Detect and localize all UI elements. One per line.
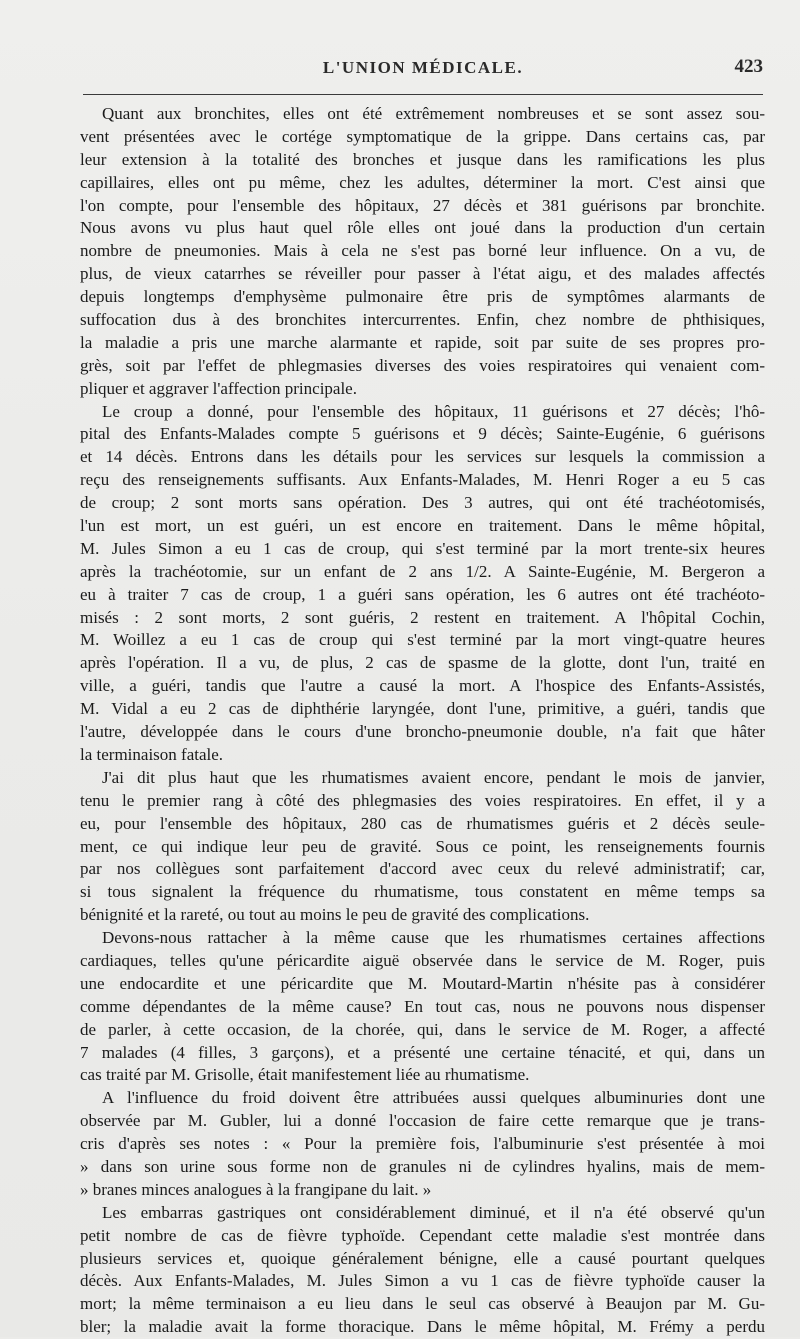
text-line: l'on compte, pour l'ensemble des hôpitaux, 27 décès et 381 guérisons par bronchite. — [80, 195, 765, 215]
text-line: » branes minces analogues à la frangipane du lait. » — [80, 1179, 432, 1199]
text-line: tenu le premier rang à côté des phlegmasies des voies respiratoires. En effet, il y a — [80, 790, 765, 810]
text-line: eu à traiter 7 cas de croup, 1 a guéri sans opération, les 6 autres ont été trachéoto- — [80, 584, 765, 604]
text-line: M. Woillez a eu 1 cas de croup qui s'est terminé par la mort vingt-quatre heures — [80, 630, 765, 650]
text-line: bler; la maladie avait la forme thoracique. Dans le même hôpital, M. Frémy a perdu — [80, 1317, 765, 1337]
body-text — [80, 103, 765, 1339]
page-header — [83, 52, 763, 86]
text-line: nombre de pneumonies. Mais à cela ne s'est pas borné leur influence. On a vu, de — [80, 241, 765, 261]
text-line: pital des Enfants-Malades compte 5 guérisons et 9 décès; Sainte-Eugénie, 6 guérisons — [80, 424, 765, 444]
text-line: bénignité et la rareté, ou tout au moins le peu de gravité des complications. — [80, 905, 590, 925]
text-line: leur extension à la totalité des bronches et jusque dans les ramifications les plus — [80, 149, 765, 169]
text-line: J'ai dit plus haut que les rhumatismes avaient encore, pendant le mois de janvier, — [102, 767, 765, 787]
text-line: eu, pour l'ensemble des hôpitaux, 280 cas de rhumatismes guéris et 2 décès seule- — [80, 813, 765, 833]
text-line: l'autre, développée dans le cours d'une broncho-pneumonie double, n'a fait que hâter — [80, 722, 765, 742]
text-line: A l'influence du froid doivent être attribuées aussi quelques albuminuries dont une — [102, 1088, 765, 1108]
text-line: vent présentées avec le cortége symptomatique de la grippe. Dans certains cas, par — [80, 126, 765, 146]
text-line: Devons-nous rattacher à la même cause que les rhumatismes certaines affections — [102, 928, 765, 948]
text-line: cardiaques, telles qu'une péricardite aiguë observée dans le service de M. Roger, puis — [80, 950, 765, 970]
text-line: 7 malades (4 filles, 3 garçons), et a présenté une certaine ténacité, et qui, dans un — [80, 1042, 765, 1062]
text-line: décès. Aux Enfants-Malades, M. Jules Simon a vu 1 cas de fièvre typhoïde causer la — [80, 1271, 765, 1291]
text-line: petit nombre de cas de fièvre typhoïde. Cependant cette maladie s'est montrée dans — [80, 1225, 765, 1245]
text-line: plus, de vieux catarrhes se réveiller pour passer à l'état aigu, et des malades affectés — [80, 264, 765, 284]
text-line: Quant aux bronchites, elles ont été extrêmement nombreuses et se sont assez sou- — [102, 104, 765, 123]
text-line: cris d'après ses notes : « Pour la première fois, l'albuminurie s'est présentée à moi — [80, 1134, 765, 1154]
text-line: de croup; 2 sont morts sans opération. Des 3 autres, qui ont été trachéotomisés, — [80, 493, 765, 513]
text-line: si tous signalent la fréquence du rhumatisme, tous constatent en même temps sa — [80, 882, 765, 902]
text-line: la maladie a pris une marche alarmante et rapide, soit par suite de ses propres pro- — [80, 332, 765, 352]
text-line: la terminaison fatale. — [80, 744, 224, 764]
running-title: L'UNION MÉDICALE. — [322, 58, 524, 77]
text-line: et 14 décès. Entrons dans les détails pour les services sur lesquels la commission a — [80, 447, 765, 467]
text-line: depuis longtemps d'emphysème pulmonaire être pris de symptômes alarmants de — [80, 287, 765, 307]
text-line: par nos collègues sont parfaitement d'accord avec ceux du relevé administratif; car, — [80, 859, 765, 879]
text-line: M. Jules Simon a eu 1 cas de croup, qui s'est terminé par la mort trente-six heures — [80, 538, 765, 558]
text-line: reçu des renseignements suffisants. Aux Enfants-Malades, M. Henri Roger a eu 5 cas — [80, 470, 765, 490]
text-line: capillaires, elles ont pu même, chez les adultes, déterminer la mort. C'est ainsi que — [80, 172, 765, 192]
text-line: une endocardite et une péricardite que M. Moutard-Martin n'hésite pas à considérer — [80, 973, 765, 993]
text-line: cas traité par M. Grisolle, était manifestement liée au rhumatisme. — [80, 1065, 530, 1085]
text-line: de parler, à cette occasion, de la chorée, qui, dans le service de M. Roger, a affecté — [80, 1019, 765, 1039]
text-line: ville, a guéri, tandis que l'autre a causé la mort. A l'hospice des Enfants-Assistés, — [80, 676, 765, 696]
page-number: 423 — [734, 56, 763, 77]
text-line: Nous avons vu plus haut quel rôle elles ont joué dans la production d'un certain — [80, 218, 765, 238]
text-line: grès, soit par l'effet de phlegmasies diverses des voies respiratoires qui venaient com- — [80, 355, 765, 375]
text-line: Les embarras gastriques ont considérablement diminué, et il n'a été observé qu'un — [102, 1202, 765, 1222]
header-rule — [83, 94, 763, 95]
text-line: comme dépendantes de la même cause? En tout cas, nous ne pouvons nous dispenser — [80, 996, 765, 1016]
text-line: M. Vidal a eu 2 cas de diphthérie laryngée, dont l'une, primitive, a guéri, tandis que — [80, 699, 765, 719]
text-line: après la trachéotomie, sur un enfant de 2 ans 1/2. A Sainte-Eugénie, M. Bergeron a — [80, 561, 765, 581]
text-line: mort; la même terminaison a eu lieu dans le seul cas observé à Beaujon par M. Gu- — [80, 1294, 765, 1314]
text-line: Le croup a donné, pour l'ensemble des hôpitaux, 11 guérisons et 27 décès; l'hô- — [102, 401, 765, 421]
text-line: misés : 2 sont morts, 2 sont guéris, 2 restent en traitement. A l'hôpital Cochin, — [80, 607, 765, 627]
text-line: ment, ce qui indique leur peu de gravité. Sous ce point, les renseignements fournis — [80, 836, 765, 856]
text-line: » dans son urine sous forme non de granules ni de cylindres hyalins, mais de mem- — [80, 1156, 765, 1176]
text-line: pliquer et aggraver l'affection principale. — [80, 378, 357, 398]
text-line: plusieurs services et, quoique généralement bénigne, elle a causé pourtant quelques — [80, 1248, 765, 1268]
text-line: l'un est mort, un est guéri, un est encore en traitement. Dans le même hôpital, — [80, 516, 765, 536]
text-line: après l'opération. Il a vu, de plus, 2 cas de spasme de la glotte, dont l'un, traité en — [80, 653, 765, 673]
text-line: observée par M. Gubler, lui a donné l'occasion de faire cette remarque que je trans- — [80, 1111, 765, 1131]
text-line: suffocation dus à des bronchites intercurrentes. Enfin, chez nombre de phthisiques, — [80, 310, 765, 330]
